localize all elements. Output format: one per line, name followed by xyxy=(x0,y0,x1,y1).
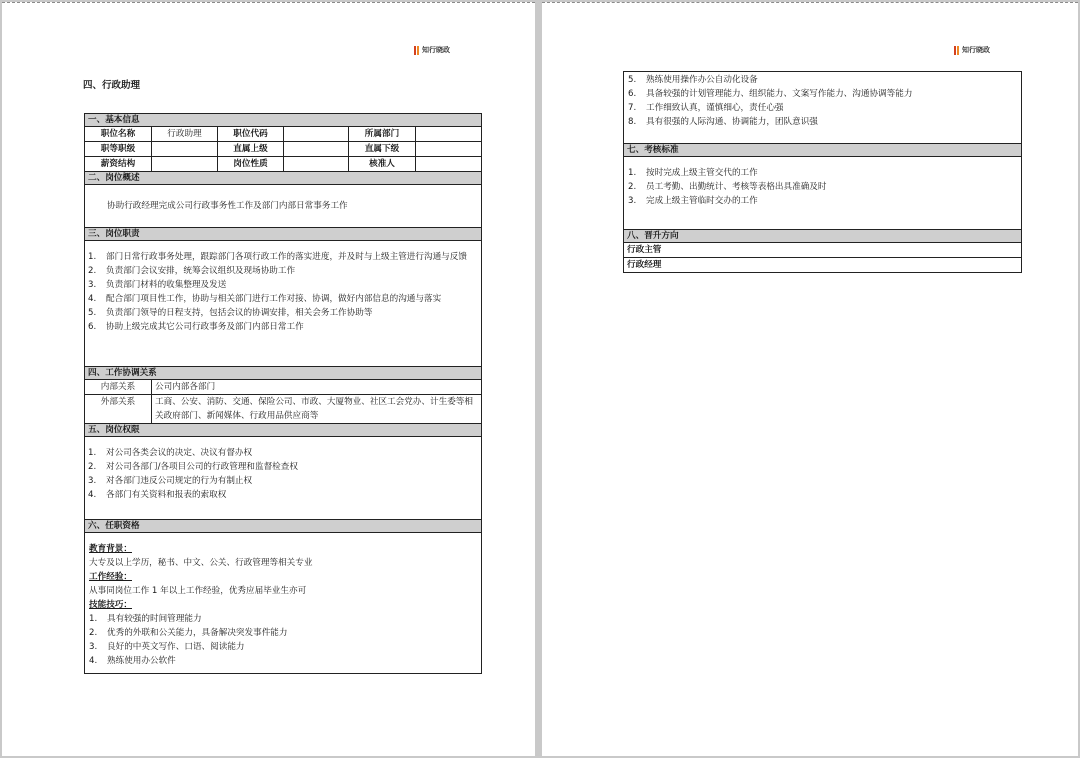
value-position-nature xyxy=(284,157,349,172)
experience-text: 从事同岗位工作 1 年以上工作经验，优秀应届毕业生亦可 xyxy=(89,586,307,596)
document-page-1 xyxy=(2,2,535,756)
label-department: 所属部门 xyxy=(349,127,416,142)
promotion-item: 行政经理 xyxy=(624,258,1022,273)
section-header-assessment: 七、考核标准 xyxy=(624,144,1022,157)
brand-mark-icon xyxy=(954,46,959,55)
value-direct-superior xyxy=(284,142,349,157)
label-grade: 职等职级 xyxy=(85,142,152,157)
value-department xyxy=(416,127,482,142)
document-page-2 xyxy=(542,2,1078,756)
brand-name: 知行晓政 xyxy=(422,46,450,54)
brand-mark-icon xyxy=(414,46,419,55)
list-item: 3. 负责部门材料的收集整理及发送 xyxy=(88,280,227,290)
job-description-table xyxy=(84,113,482,674)
list-item: 3. 对各部门违反公司规定的行为有制止权 xyxy=(88,476,253,486)
label-external-relations: 外部关系 xyxy=(85,395,152,424)
list-item: 6. 协助上级完成其它公司行政事务及部门内部日常工作 xyxy=(88,322,304,332)
value-position-name: 行政助理 xyxy=(152,127,218,142)
experience-label: 工作经验： xyxy=(89,572,132,582)
list-item: 3. 完成上级主管临时交办的工作 xyxy=(628,196,758,206)
document-title: 四、行政助理 xyxy=(83,80,141,91)
section-header-authority: 五、岗位权限 xyxy=(85,424,482,437)
overview-text: 协助行政经理完成公司行政事务性工作及部门内部日常事务工作 xyxy=(85,185,482,228)
list-item: 1. 对公司各类会议的决定、决议有督办权 xyxy=(88,448,253,458)
list-item: 1. 按时完成上级主管交代的工作 xyxy=(628,168,758,178)
list-item: 2. 员工考勤、出勤统计、考核等表格出具准确及时 xyxy=(628,182,827,192)
label-position-code: 职位代码 xyxy=(218,127,284,142)
skills-continued-cell xyxy=(624,72,1022,144)
list-item: 4. 配合部门项目性工作，协助与相关部门进行工作对接、协调，做好内部信息的沟通与落实 xyxy=(88,294,442,304)
list-item: 5. 负责部门领导的日程支持，包括会议的协调安排，相关会务工作协助等 xyxy=(88,308,373,318)
list-item: 6. 具备较强的计划管理能力、组织能力、文案写作能力、沟通协调等能力 xyxy=(628,89,913,99)
job-description-table-continued xyxy=(623,71,1022,273)
education-text: 大专及以上学历，秘书、中文、公关、行政管理等相关专业 xyxy=(89,558,313,568)
section-header-relations: 四、工作协调关系 xyxy=(85,367,482,380)
list-item: 5. 熟练使用操作办公自动化设备 xyxy=(628,75,758,85)
list-item: 1. 具有较强的时间管理能力 xyxy=(89,614,202,624)
value-external-relations: 工商、公安、消防、交通、保险公司、市政、大厦物业、社区工会党办、计生委等相关政府部门、新闻媒体、行政用品供应商等 xyxy=(152,395,482,424)
label-direct-superior: 直属上级 xyxy=(218,142,284,157)
authority-cell xyxy=(85,437,482,520)
list-item: 8. 具有很强的人际沟通、协调能力，团队意识强 xyxy=(628,117,818,127)
list-item: 1. 部门日常行政事务处理，跟踪部门各项行政工作的落实进度，并及时与上级主管进行沟通与反馈 xyxy=(88,252,467,262)
section-header-promotion: 八、晋升方向 xyxy=(624,230,1022,243)
skills-list xyxy=(89,612,478,668)
label-approver: 核准人 xyxy=(349,157,416,172)
label-internal-relations: 内部关系 xyxy=(85,380,152,395)
value-direct-subordinate xyxy=(416,142,482,157)
duties-list xyxy=(88,250,478,334)
basic-info-row xyxy=(85,142,482,157)
label-position-nature: 岗位性质 xyxy=(218,157,284,172)
basic-info-row xyxy=(85,127,482,142)
value-internal-relations: 公司内部各部门 xyxy=(152,380,482,395)
label-position-name: 职位名称 xyxy=(85,127,152,142)
value-salary-structure xyxy=(152,157,218,172)
skills-list-continued xyxy=(628,73,1018,129)
external-relations-row xyxy=(85,395,482,424)
assessment-list xyxy=(628,166,1018,208)
assessment-cell xyxy=(624,157,1022,230)
promotion-item: 行政主管 xyxy=(624,243,1022,258)
brand-name: 知行晓政 xyxy=(962,46,990,54)
list-item: 2. 对公司各部门/各项目公司的行政管理和监督检查权 xyxy=(88,462,298,472)
list-item: 4. 熟练使用办公软件 xyxy=(89,656,176,666)
list-item: 2. 负责部门会议安排，统筹会议组织及现场协助工作 xyxy=(88,266,296,276)
brand-logo xyxy=(414,45,450,55)
section-header-basic: 一、基本信息 xyxy=(85,114,482,127)
authority-list xyxy=(88,446,478,502)
list-item: 3. 良好的中英文写作、口语、阅读能力 xyxy=(89,642,245,652)
section-header-overview: 二、岗位概述 xyxy=(85,172,482,185)
qualifications-cell xyxy=(85,533,482,674)
skills-label: 技能技巧： xyxy=(89,600,132,610)
label-salary-structure: 薪资结构 xyxy=(85,157,152,172)
value-grade xyxy=(152,142,218,157)
duties-cell xyxy=(85,241,482,367)
basic-info-row xyxy=(85,157,482,172)
section-header-duties: 三、岗位职责 xyxy=(85,228,482,241)
value-position-code xyxy=(284,127,349,142)
list-item: 2. 优秀的外联和公关能力，具备解决突发事件能力 xyxy=(89,628,288,638)
list-item: 4. 各部门有关资料和报表的索取权 xyxy=(88,490,227,500)
value-approver xyxy=(416,157,482,172)
section-header-qualifications: 六、任职资格 xyxy=(85,520,482,533)
label-direct-subordinate: 直属下级 xyxy=(349,142,416,157)
education-label: 教育背景： xyxy=(89,544,132,554)
list-item: 7. 工作细致认真，谨慎细心，责任心强 xyxy=(628,103,784,113)
internal-relations-row xyxy=(85,380,482,395)
brand-logo xyxy=(954,45,990,55)
